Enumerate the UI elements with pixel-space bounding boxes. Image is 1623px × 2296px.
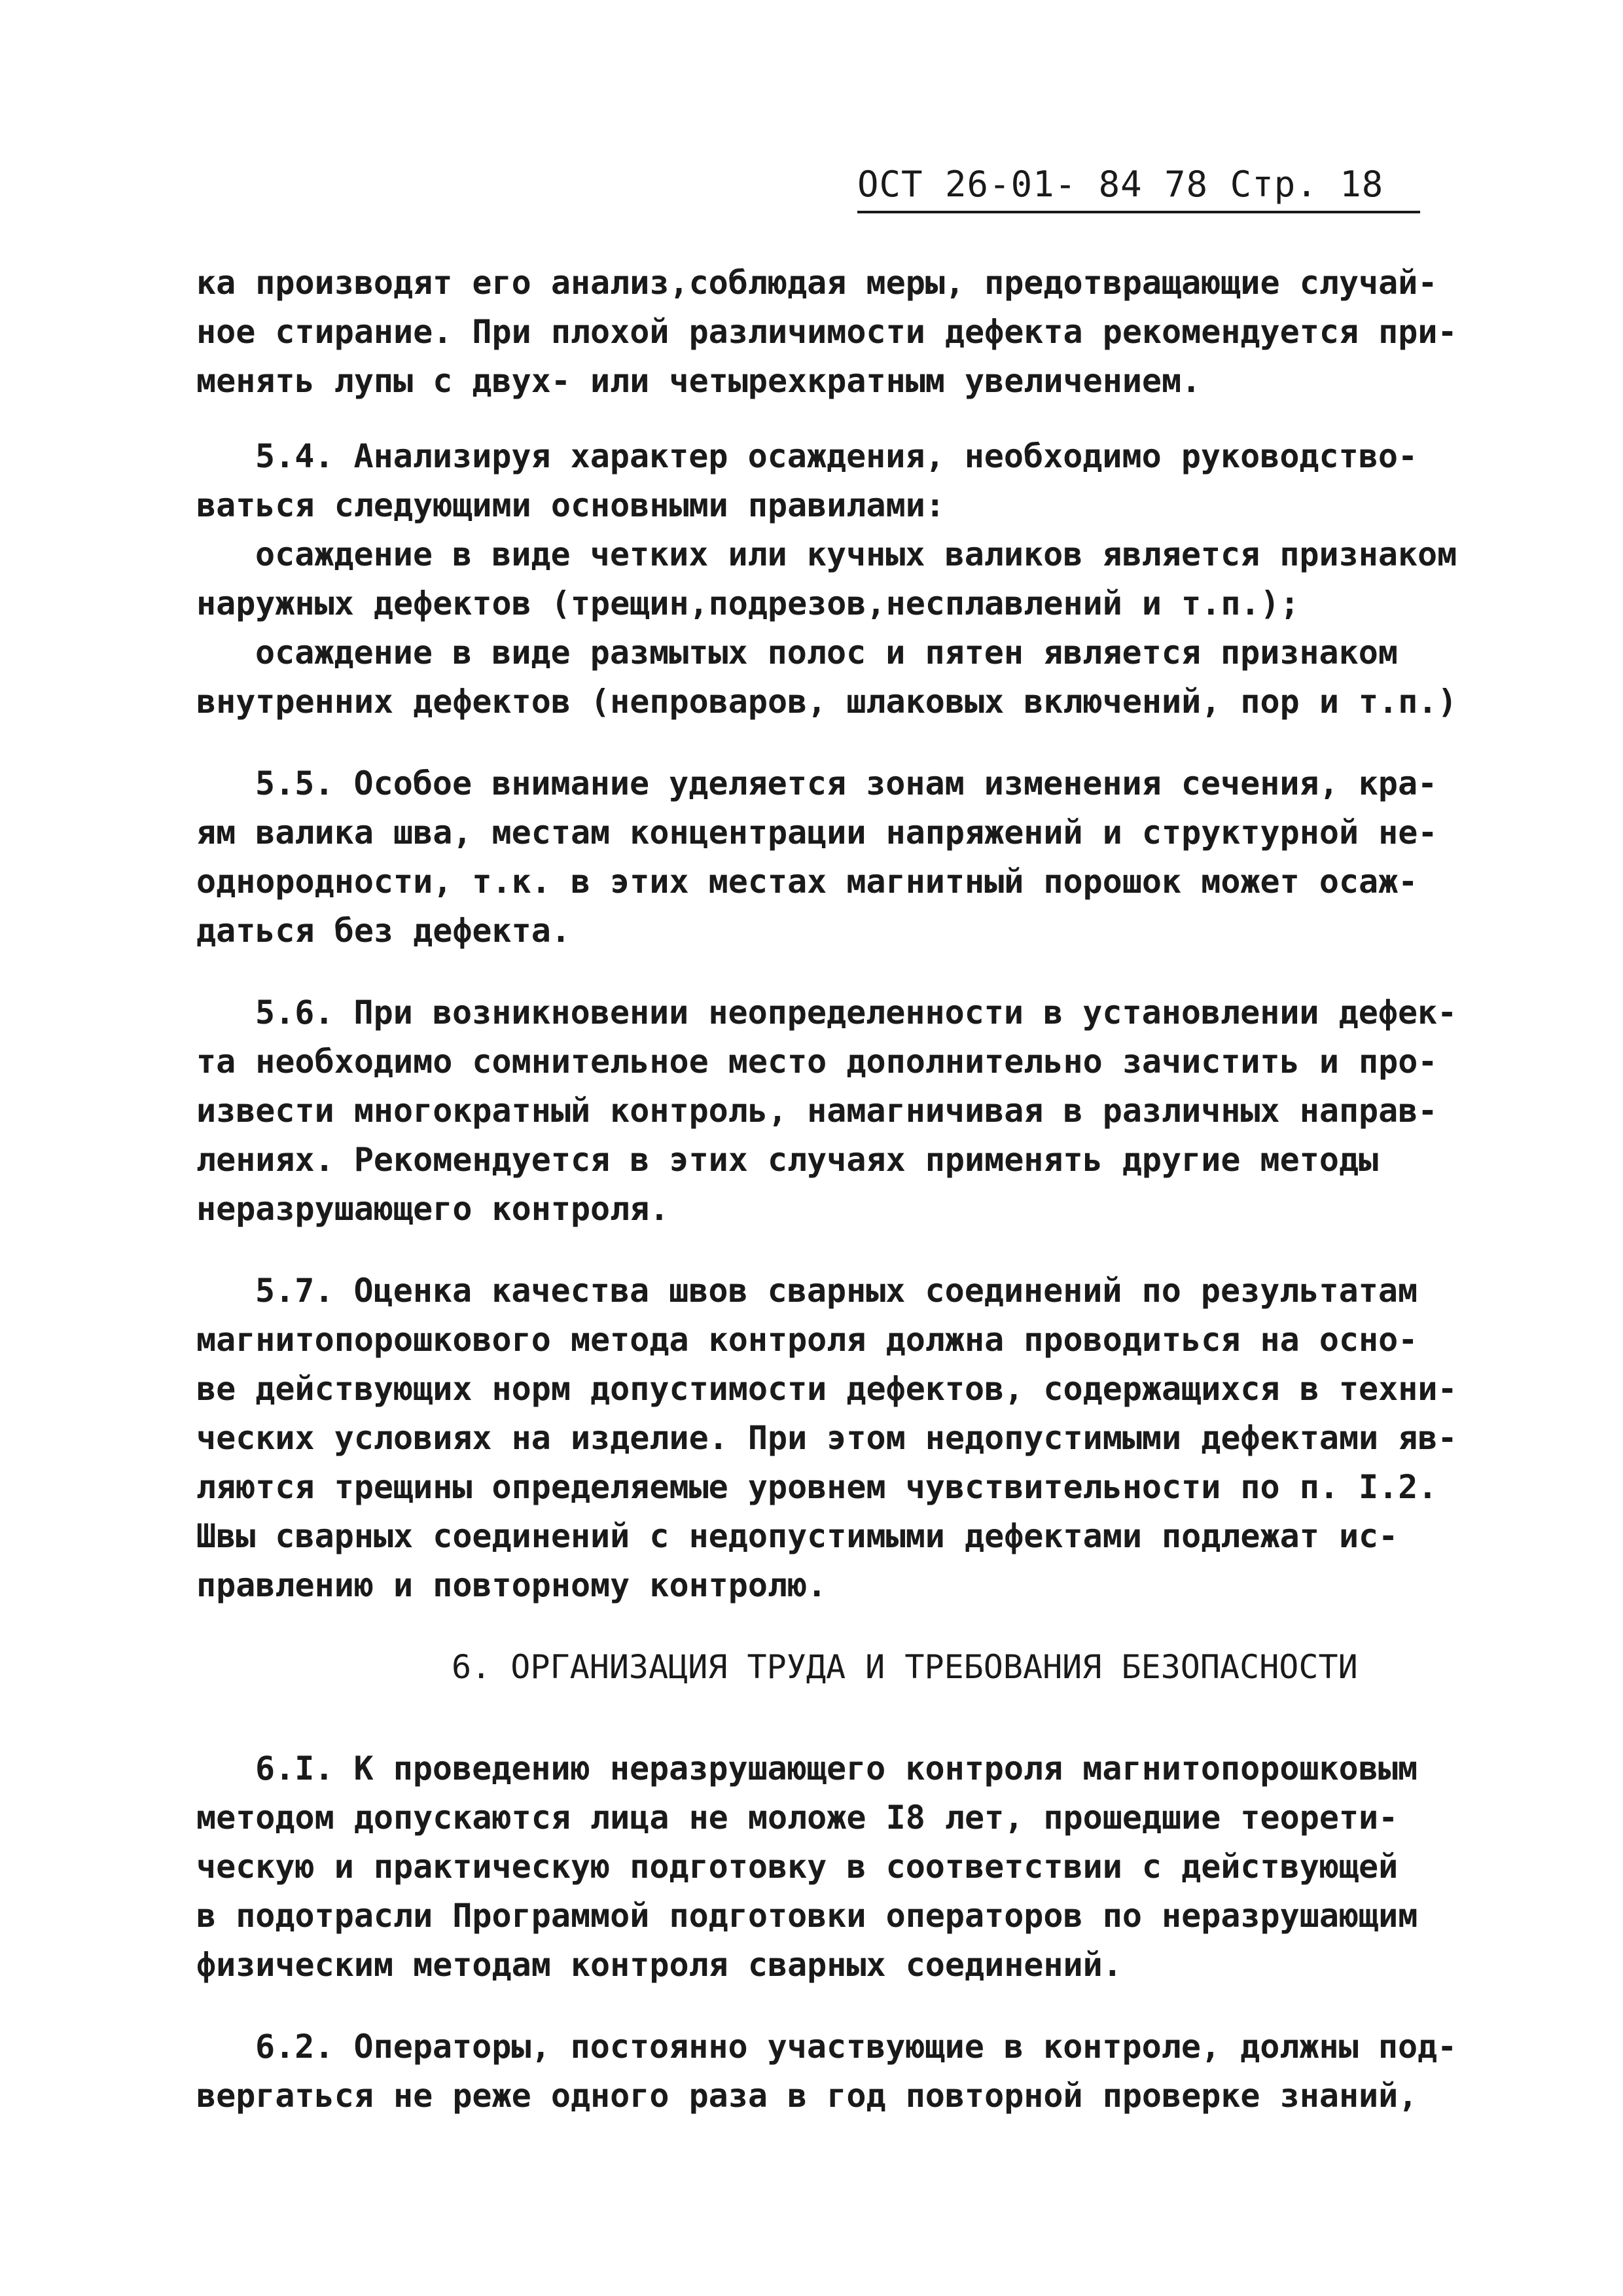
text-line: наружных дефектов (трещин,подрезов,несплавлений и т.п.);	[196, 584, 1300, 622]
text-line: 6.2. Операторы, постоянно участвующие в контроле, должны под-	[255, 2028, 1457, 2066]
text-line: однородности, т.к. в этих местах магнитный порошок может осаж-	[196, 863, 1418, 901]
page-header: ОСТ 26-01- 84 78 Стр. 18	[857, 164, 1384, 205]
text-line: вергаться не реже одного раза в год повторной проверке знаний,	[196, 2077, 1418, 2115]
text-line: ям валика шва, местам концентрации напряжений и структурной не-	[196, 814, 1438, 852]
text-line: физическим методам контроля сварных соединений.	[196, 1946, 1122, 1984]
text-line: ляются трещины определяемые уровнем чувствительности по п. I.2.	[196, 1468, 1438, 1506]
text-line: 5.7. Оценка качества швов сварных соединений по результатам	[255, 1272, 1418, 1310]
section-heading: 6. ОРГАНИЗАЦИЯ ТРУДА И ТРЕБОВАНИЯ БЕЗОПАСНОСТИ	[452, 1648, 1358, 1686]
text-line: осаждение в виде четких или кучных валиков является признаком	[255, 535, 1457, 573]
text-line: осаждение в виде размытых полос и пятен является признаком	[255, 634, 1398, 672]
text-line: ческих условиях на изделие. При этом недопустимыми дефектами яв-	[196, 1419, 1457, 1457]
text-line: извести многократный контроль, намагничивая в различных направ-	[196, 1092, 1438, 1130]
text-line: 5.6. При возникновении неопределенности в установлении дефек-	[255, 994, 1457, 1031]
text-line: Швы сварных соединений с недопустимыми дефектами подлежат ис-	[196, 1517, 1399, 1555]
text-line: 5.5. Особое внимание уделяется зонам изменения сечения, кра-	[255, 764, 1438, 802]
text-line: ка производят его анализ,соблюдая меры, предотвращающие случай-	[196, 264, 1438, 302]
text-line: ческую и практическую подготовку в соответствии с действующей	[196, 1848, 1399, 1886]
text-line: даться без дефекта.	[196, 912, 571, 950]
text-line: ное стирание. При плохой различимости дефекта рекомендуется при-	[196, 313, 1457, 351]
text-line: методом допускаются лица не моложе I8 лет, прошедшие теорети-	[196, 1799, 1399, 1837]
text-line: ваться следующими основными правилами:	[196, 486, 945, 524]
text-line: магнитопорошкового метода контроля должна проводиться на осно-	[196, 1321, 1418, 1359]
text-line: в подотрасли Программой подготовки операторов по неразрушающим	[196, 1897, 1418, 1935]
text-line: 5.4. Анализируя характер осаждения, необходимо руководство-	[255, 437, 1418, 475]
header-rule	[857, 211, 1420, 213]
text-line: менять лупы с двух- или четырехкратным увеличением.	[196, 362, 1202, 400]
text-line: 6.I. К проведению неразрушающего контроля магнитопорошковым	[255, 1749, 1418, 1787]
text-line: та необходимо сомнительное место дополнительно зачистить и про-	[196, 1043, 1438, 1081]
text-line: правлению и повторному контролю.	[196, 1566, 827, 1604]
text-line: лениях. Рекомендуется в этих случаях применять другие методы	[196, 1141, 1379, 1179]
text-line: внутренних дефектов (непроваров, шлаковых включений, пор и т.п.)	[196, 683, 1457, 721]
text-line: ве действующих норм допустимости дефектов, содержащихся в техни-	[196, 1370, 1457, 1408]
text-line: неразрушающего контроля.	[196, 1190, 669, 1228]
